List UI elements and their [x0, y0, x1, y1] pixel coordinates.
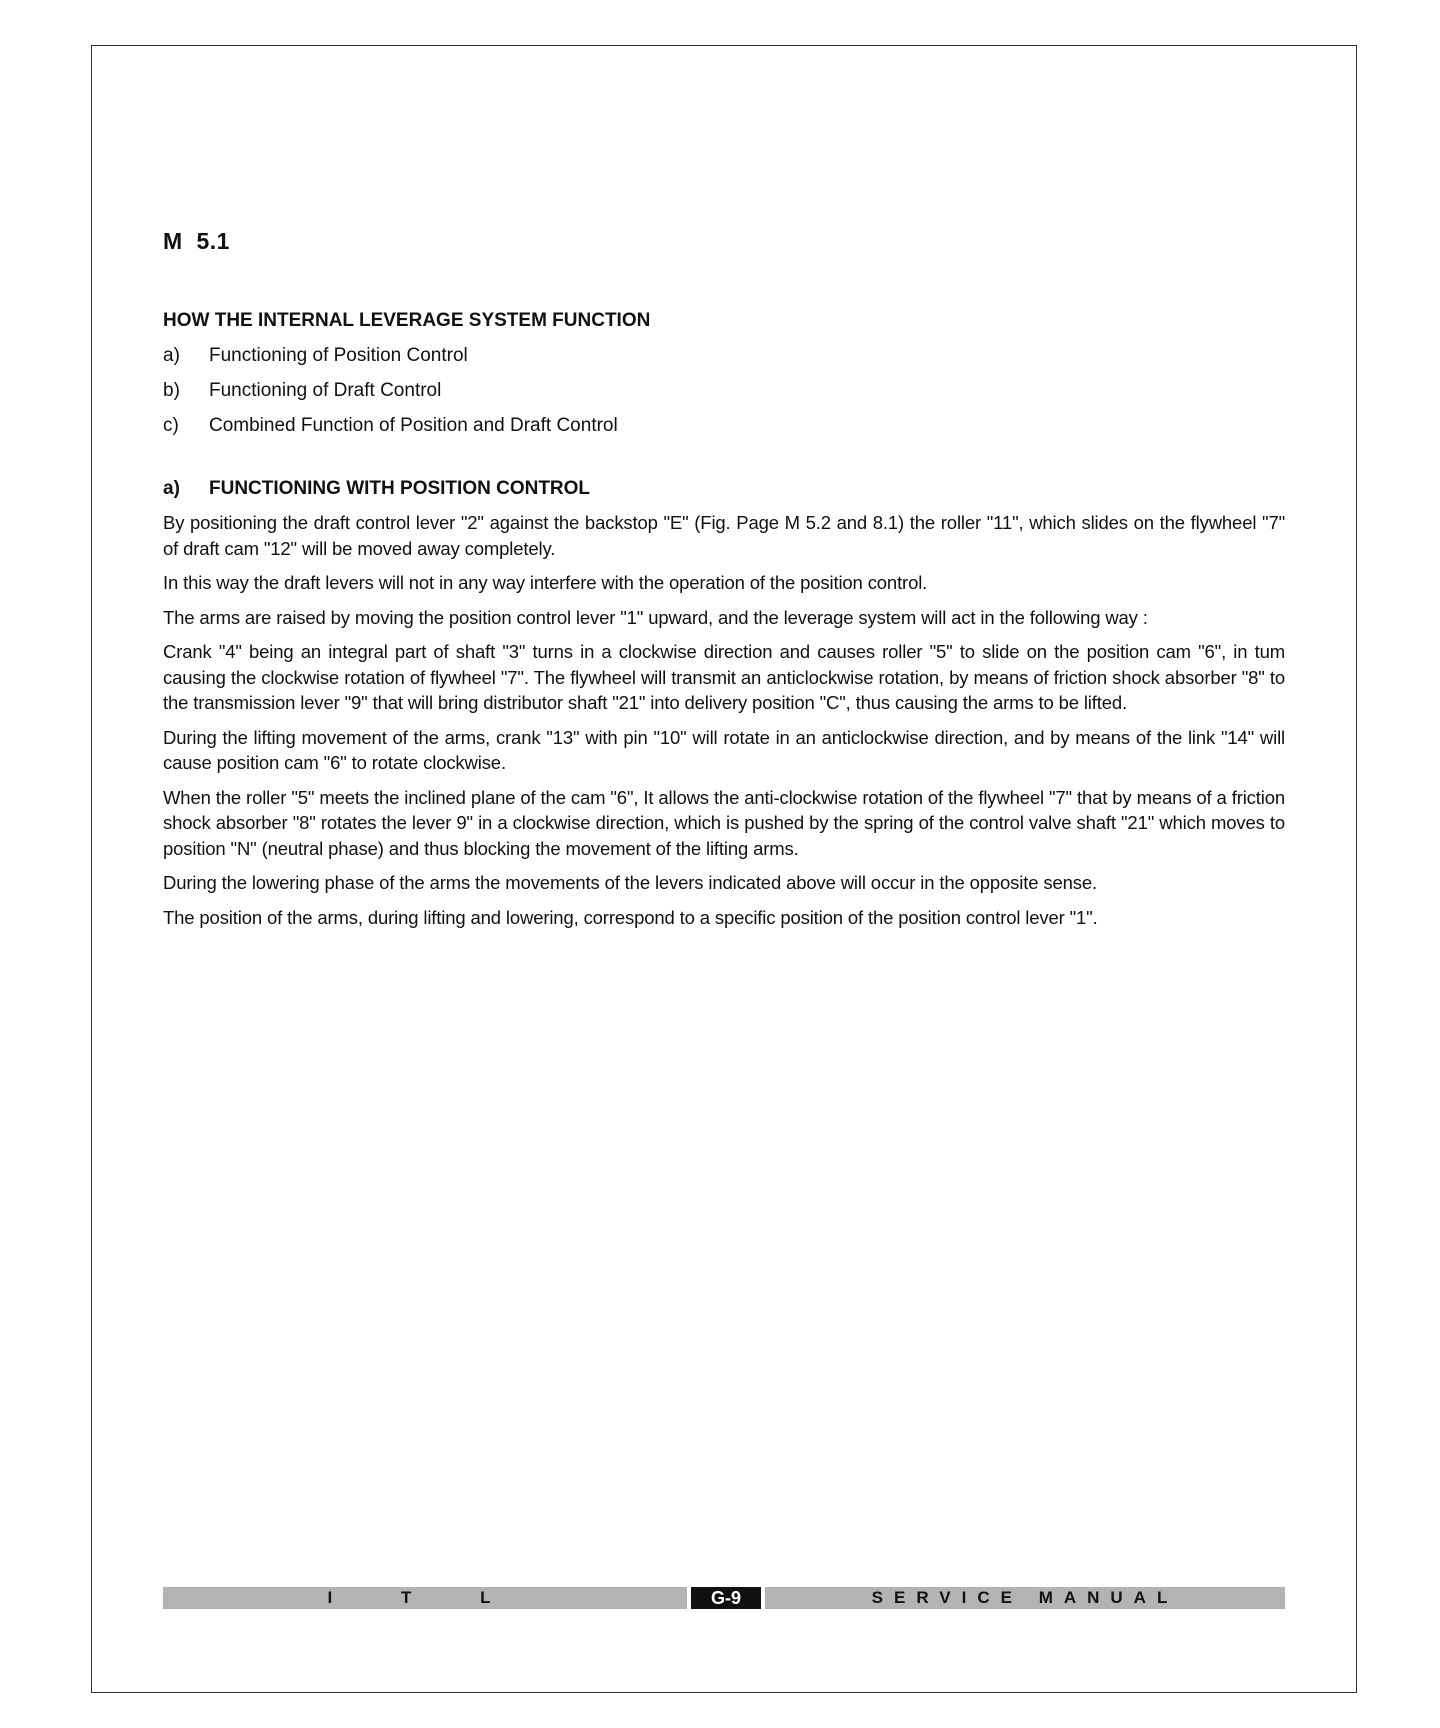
outline-item — [163, 344, 1285, 368]
footer-brand — [163, 1587, 687, 1609]
outline-text: Combined Function of Position and Draft Control — [209, 415, 618, 436]
footer-manual-title: SERVICE MANUAL — [765, 1587, 1285, 1609]
paragraph: The arms are raised by moving the position control lever "1" upward, and the leverage system will act in the following way : — [163, 606, 1148, 628]
footer-brand-text: I T L — [327, 1588, 523, 1607]
outline-item — [163, 414, 1285, 438]
outline-text: Functioning of Draft Control — [209, 380, 442, 401]
section-a-title: FUNCTIONING WITH POSITION CONTROL — [209, 478, 591, 499]
paragraph: By positioning the draft control lever "2" against the backstop "E" (Fig. Page M 5.2 and 8.1) the roller "11", which slides on the flywheel "7" of draft cam "12" will be moved away completely. — [163, 512, 1285, 559]
main-heading: HOW THE INTERNAL LEVERAGE SYSTEM FUNCTION — [163, 310, 651, 331]
section-code: M 5.1 — [163, 228, 230, 254]
paragraph: During the lifting movement of the arms, crank "13" with pin "10" will rotate in an anticlockwise direction, and by means of the link "14" will cause position cam "6" to rotate clockwise. — [163, 726, 1285, 773]
outline-marker: b) — [163, 380, 180, 401]
paragraph: Crank "4" being an integral part of shaft "3" turns in a clockwise direction and causes roller "5" to slide on the position cam "6", in tum causing the clockwise rotation of flywheel "7". The flywheel will transmit an anticlockwise rotation, by means of friction shock absorber "8" to the transmission lever "9" that will bring distributor shaft "21" into delivery position "C", thus causing the arms to be lifted. — [163, 641, 1285, 713]
paragraph: In this way the draft levers will not in any way interfere with the operation of the position control. — [163, 572, 928, 593]
section-a-marker: a) — [163, 478, 180, 499]
paragraph: The position of the arms, during lifting and lowering, correspond to a specific position of the position control lever "1". — [163, 906, 1098, 928]
document-body — [163, 228, 1285, 939]
outline-item — [163, 379, 1285, 403]
outline-text: Functioning of Position Control — [209, 345, 468, 366]
footer-bar — [163, 1587, 1285, 1609]
outline-list — [163, 344, 1285, 438]
section-a-heading — [163, 478, 1285, 500]
outline-marker: a) — [163, 345, 180, 366]
paragraph: When the roller "5" meets the inclined plane of the cam "6", It allows the anti-clockwise rotation of the flywheel "7" that by means of a friction shock absorber "8" rotates the lever 9" in a clockwise direction, which is pushed by the spring of the control valve shaft "21" which moves to position "N" (neutral phase) and thus blocking the movement of the lifting arms. — [163, 786, 1285, 859]
paragraph: During the lowering phase of the arms the movements of the levers indicated above will occur in the opposite sense. — [163, 872, 1097, 893]
outline-marker: c) — [163, 415, 179, 436]
page-number: G-9 — [691, 1587, 761, 1609]
